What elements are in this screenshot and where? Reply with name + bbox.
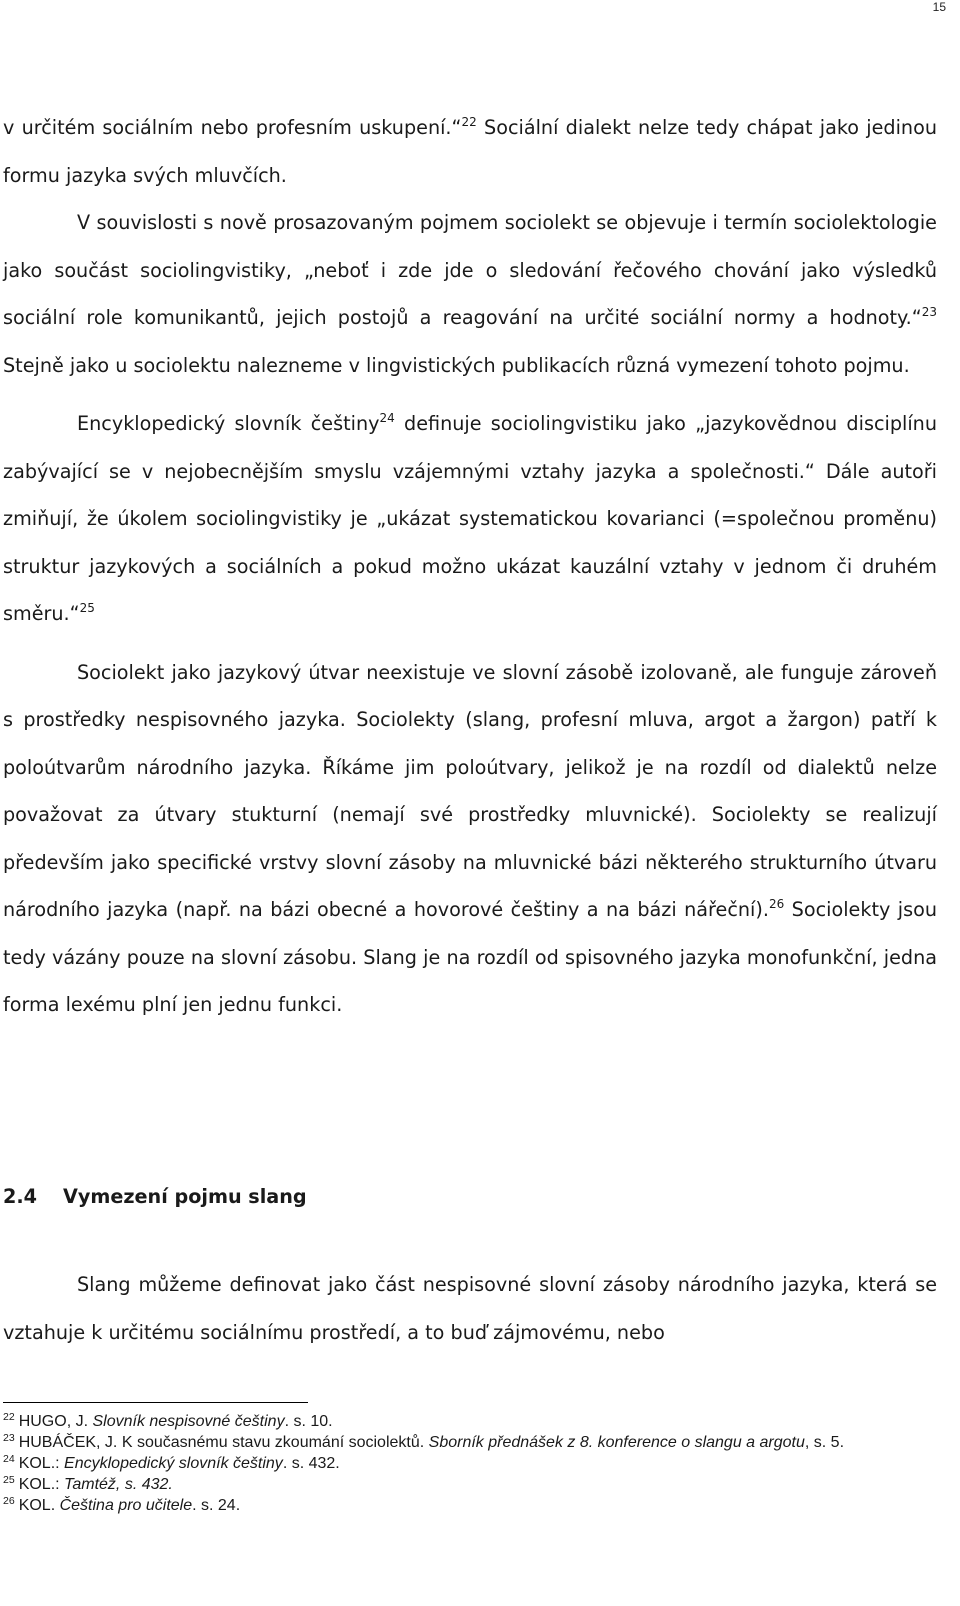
footnote-ref-23[interactable]: 23 xyxy=(921,305,937,319)
paragraph-2: V souvislosti s nově prosazovaným pojmem sociolekt se objevuje i termín sociolektologie jako součást sociolingvistiky, „neboť i zde jde o sledování řečového chování jako výsledků sociální role komunikantů, jejich postojů a reagování na určité sociální normy a hodnoty.“$^{23}$ Stejně jako u sociolektu nalezneme v lingvistických publikacích různá vymezení tohoto pojmu. xyxy=(3,211,937,377)
footnote-23: $^{23}$ HUBÁČEK, J. K současnému stavu zkoumání sociolektů. Sborník přednášek z 8. konference o slangu a argotu, s. 5. xyxy=(3,1432,845,1451)
slang-section-text xyxy=(3,1261,937,1356)
paragraph-3: Encyklopedický slovník češtiny$^{24}$ definuje sociolingvistiku jako „jazykovědnou disciplínu zabývající se v nejobecnějším smyslu vzájemnými vztahy jazyka a společnosti.“ Dále autoři zmiňují, že úkolem sociolingvistiky je „ukázat systematickou kovarianci (=společnou proměnu) struktur jazykových a sociálních a pokud možno ukázat kauzální vztahy v jednom či druhém směru.“$^{25}$ xyxy=(3,411,937,625)
section-title: Vymezení pojmu slang xyxy=(63,1185,307,1208)
footnote-22: $^{22}$ HUGO, J. Slovník nespisovné češtiny. s. 10. xyxy=(3,1411,333,1430)
paragraph-1: v určitém sociálním nebo profesním uskupení.“$^{22}$ Sociální dialekt nelze tedy chápat jako jedinou formu jazyka svých mluvčích. xyxy=(3,115,937,187)
section-number: 2.4 xyxy=(3,1185,37,1208)
paragraph-5: Slang můžeme definovat jako část nespisovné slovní zásoby národního jazyka, která se vztahuje k určitému sociálnímu prostředí, a to buď zájmovému, nebo xyxy=(3,1273,937,1344)
footnote-26: $^{26}$ KOL. Čeština pro učitele. s. 24. xyxy=(3,1495,241,1514)
footnote-24: $^{24}$ KOL.: Encyklopedický slovník češtiny. s. 432. xyxy=(3,1453,340,1472)
footnotes xyxy=(3,1411,943,1516)
footnote-divider xyxy=(3,1402,308,1403)
footnote-ref-25[interactable]: 25 xyxy=(79,601,95,615)
footnote-ref-22[interactable]: 22 xyxy=(461,115,477,129)
page-number: 15 xyxy=(932,0,946,14)
section-heading xyxy=(3,1179,307,1215)
footnote-ref-26[interactable]: 26 xyxy=(768,897,785,911)
footnote-ref-24[interactable]: 24 xyxy=(379,411,395,425)
body-text xyxy=(3,104,937,1029)
footnote-25: $^{25}$ KOL.: Tamtéž, s. 432. xyxy=(3,1474,173,1493)
paragraph-4: Sociolekt jako jazykový útvar neexistuje ve slovní zásobě izolovaně, ale funguje zároveň s prostředky nespisovného jazyka. Sociolekty (slang, profesní mluva, argot a žargon) patří k poloútvarům národního jazyka. Říkáme jim poloútvary, jelikož je na rozdíl od dialektů nelze považovat za útvary stukturní (nemají své prostředky mluvnické). Sociolekty se realizují především jako specifické vrstvy slovní zásoby na mluvnické bázi některého strukturního útvaru národního jazyka (např. na bázi obecné a hovorové češtiny a na bázi nářeční).$^{26}$ Sociolekty jsou tedy vázány pouze na slovní zásobu. Slang je na rozdíl od spisovného jazyka monofunkční, jedna forma lexému plní jen jednu funkci. xyxy=(3,660,937,1016)
